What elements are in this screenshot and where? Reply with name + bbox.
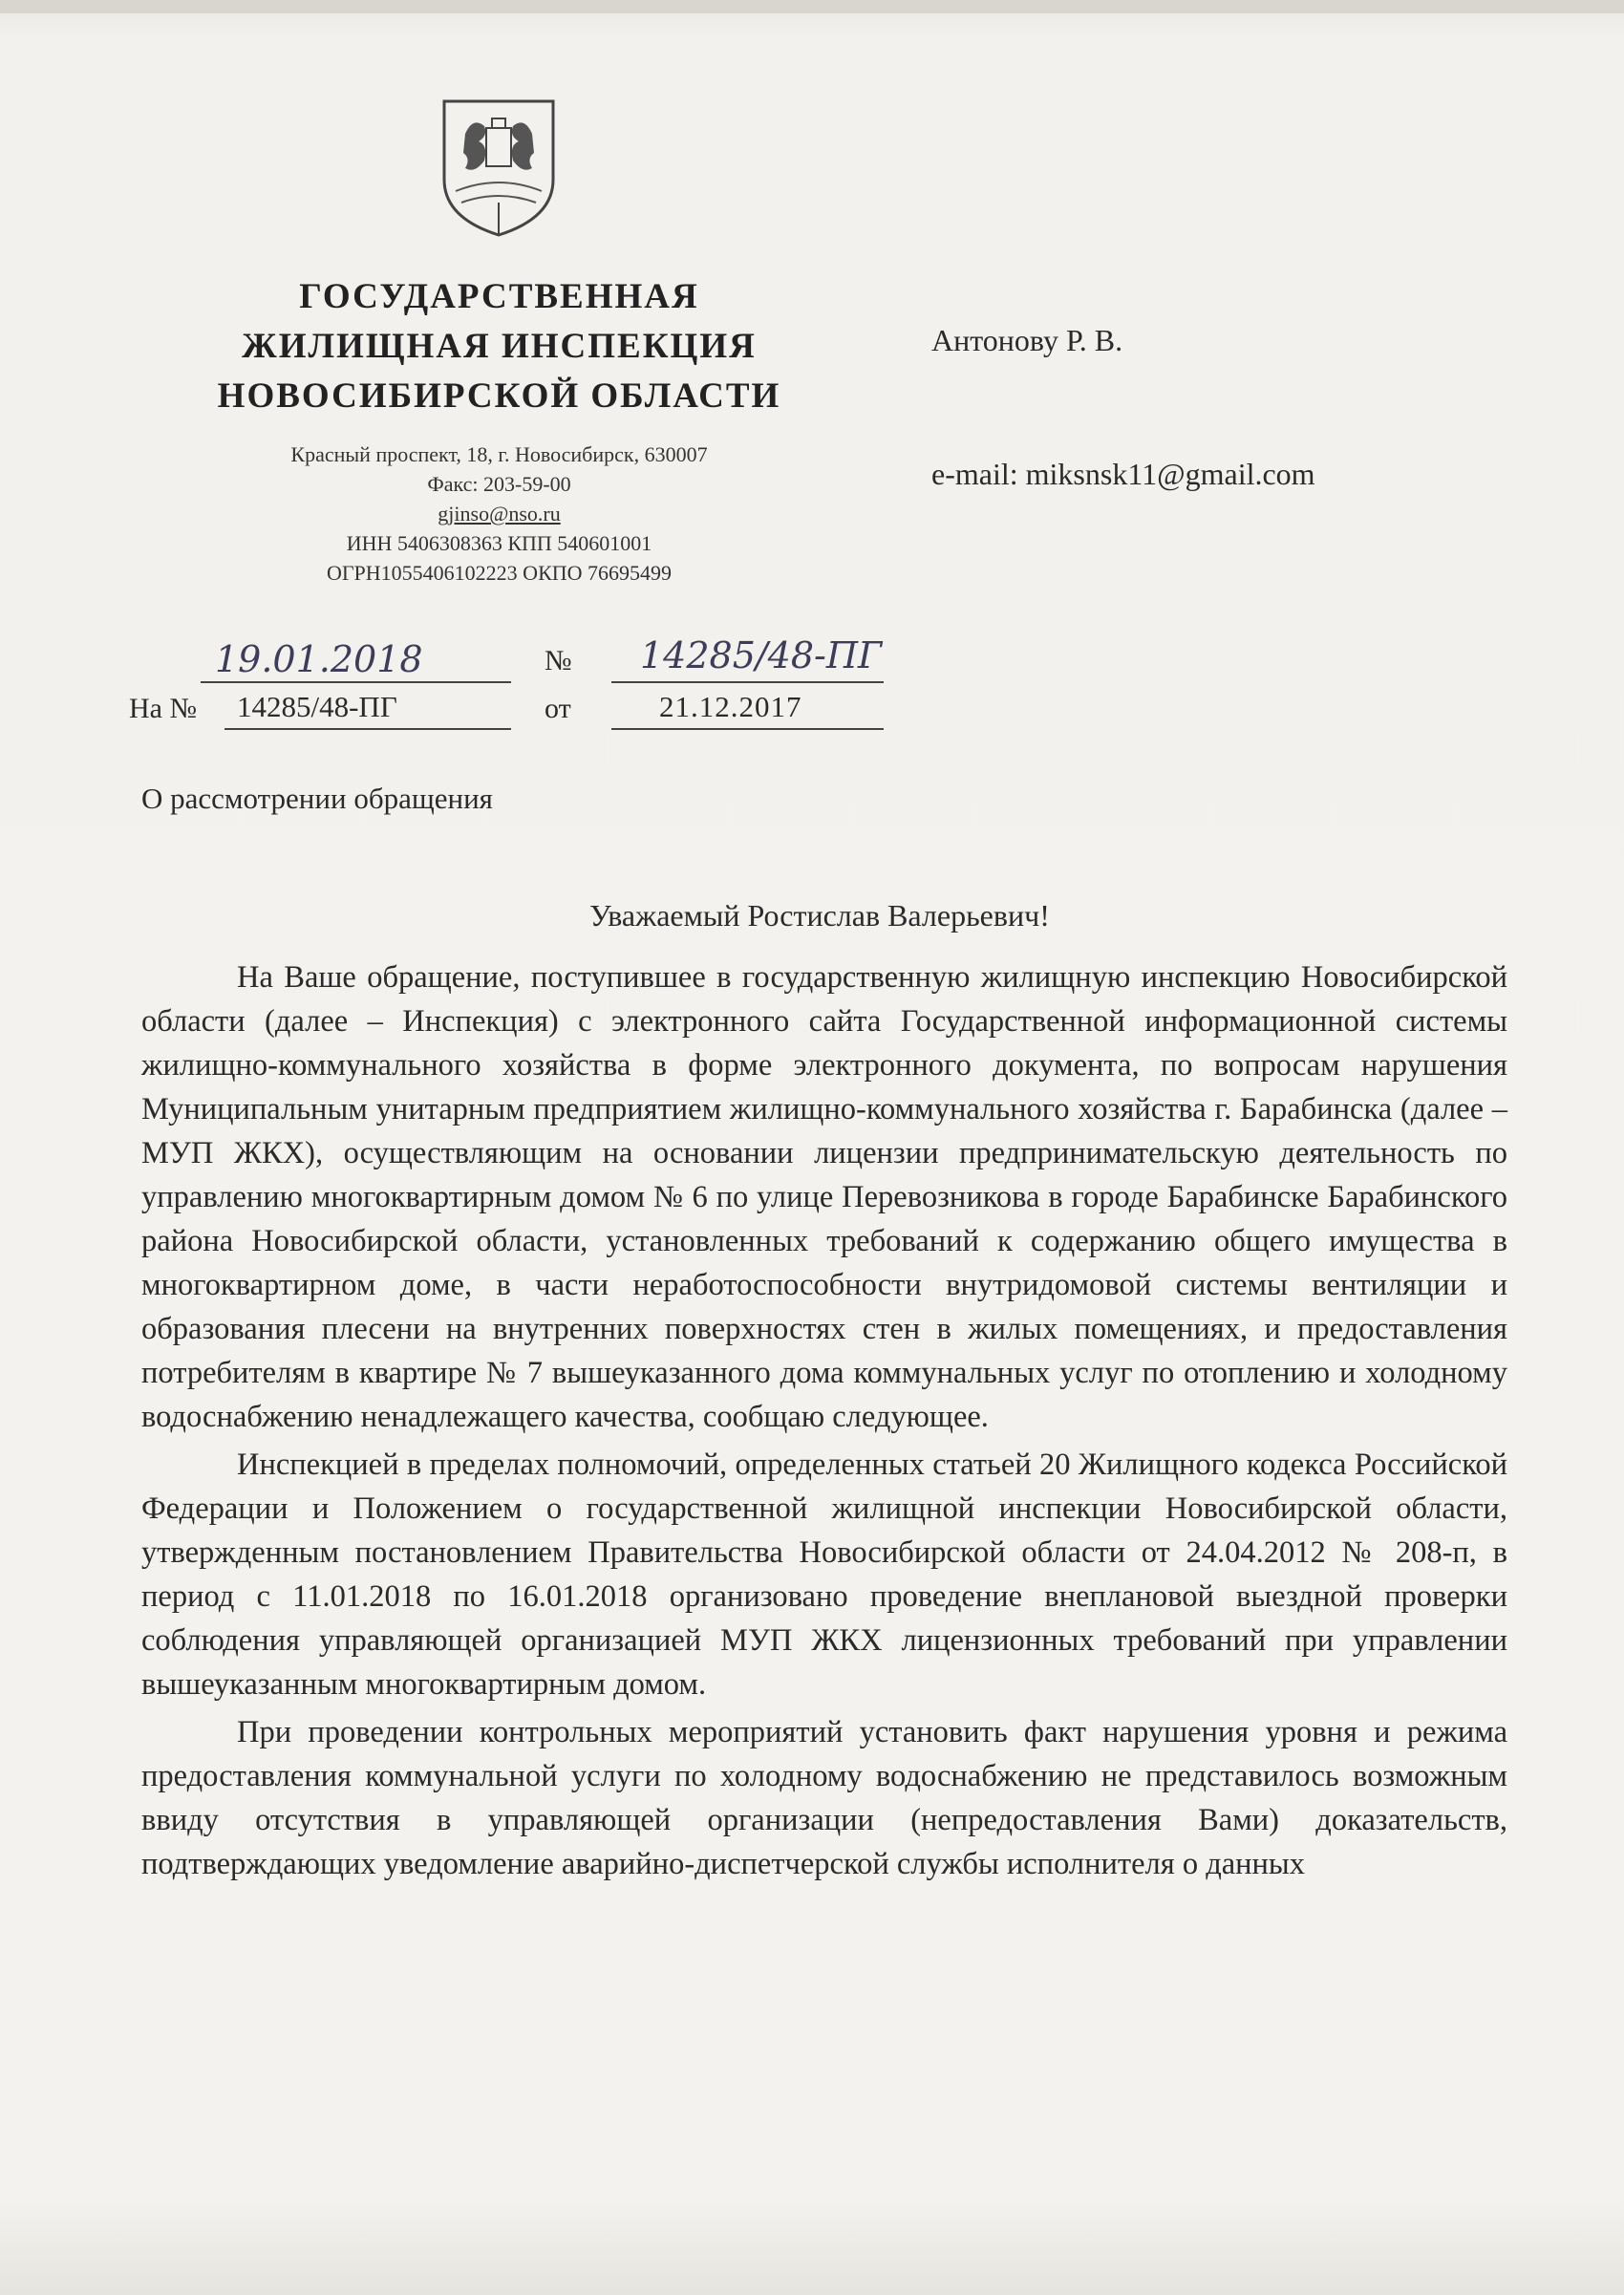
- number-label: №: [545, 645, 572, 676]
- org-name-line: НОВОСИБИРСКОЙ ОБЛАСТИ: [217, 376, 781, 416]
- body-paragraph: Инспекцией в пределах полномочий, определенных статьей 20 Жилищного кодекса Российской Федерации и Положением о государственной жилищной инспекции Новосибирской области, утвержденным постановлением Правительства Новосибирской области от 24.04.2012 № 208-п, в период с 11.01.2018 по 16.01.2018 организовано проведение внеплановой выездной проверки соблюдения управляющей организацией МУП ЖКХ лицензионных требований при управлении вышеуказанным многоквартирным домом.: [141, 1448, 1507, 1702]
- outgoing-date-handwritten: 19.01.2018: [215, 638, 423, 680]
- scan-edge: [0, 0, 1624, 13]
- letter-body: [141, 955, 1507, 1890]
- outgoing-number-handwritten: 14285/48-ПГ: [640, 634, 883, 676]
- recipient-email: e-mail: miksnsk11@gmail.com: [931, 457, 1315, 491]
- from-label: от: [545, 693, 571, 724]
- org-email-link[interactable]: gjinso@nso.ru: [438, 502, 561, 525]
- coat-of-arms-icon: [437, 96, 561, 239]
- outgoing-number-line: [611, 681, 884, 683]
- letter-greeting: Уважаемый Ростислав Валерьевич!: [589, 898, 1050, 933]
- organization-name: [182, 272, 817, 421]
- recipient-name: Антонову Р. В.: [931, 323, 1123, 357]
- in-reply-number-line: [224, 728, 511, 730]
- body-paragraph: При проведении контрольных мероприятий установить факт нарушения уровня и режима предоставления коммунальной услуги по холодному водоснабжению не представилось возможным ввиду отсутствия в управляющей организации (непредоставления Вами) доказательств, подтверждающих уведомление аварийно-диспетчерской службы исполнителя о данных: [141, 1715, 1507, 1881]
- org-address: Красный проспект, 18, г. Новосибирск, 630007: [290, 442, 708, 466]
- in-reply-date-line: [611, 728, 884, 730]
- org-ogrn-okpo: ОГРН1055406102223 ОКПО 76695499: [326, 561, 673, 585]
- org-fax: Факс: 203-59-00: [427, 472, 571, 496]
- in-reply-number: 14285/48-ПГ: [237, 690, 397, 723]
- organization-contacts: [182, 440, 817, 588]
- org-name-line: ГОСУДАРСТВЕННАЯ: [299, 277, 699, 316]
- outgoing-date-line: [201, 681, 511, 683]
- in-reply-date: 21.12.2017: [659, 690, 802, 723]
- in-reply-label: На №: [129, 693, 198, 724]
- org-inn-kpp: ИНН 5406308363 КПП 540601001: [346, 531, 652, 555]
- org-name-line: ЖИЛИЩНАЯ ИНСПЕКЦИЯ: [242, 327, 757, 366]
- letter-subject: О рассмотрении обращения: [141, 782, 493, 815]
- body-paragraph: На Ваше обращение, поступившее в государственную жилищную инспекцию Новосибирской области (далее – Инспекция) с электронного сайта Государственной информационной системы жилищно-коммунального хозяйства в форме электронного документа, по вопросам нарушения Муниципальным унитарным предприятием жилищно-коммунального хозяйства г. Барабинска (далее – МУП ЖКХ), осуществляющим на основании лицензии предпринимательскую деятельность по управлению многоквартирным домом № 6 по улице Перевозникова в городе Барабинске Барабинского района Новосибирской области, установленных требований к содержанию общего имущества в многоквартирном доме, в части неработоспособности внутридомовой системы вентиляции и образования плесени на внутренних поверхностях стен в жилых помещениях, и предоставления потребителям в квартире № 7 вышеуказанного дома коммунальных услуг по отоплению и холодному водоснабжению ненадлежащего качества, сообщаю следующее.: [141, 960, 1507, 1434]
